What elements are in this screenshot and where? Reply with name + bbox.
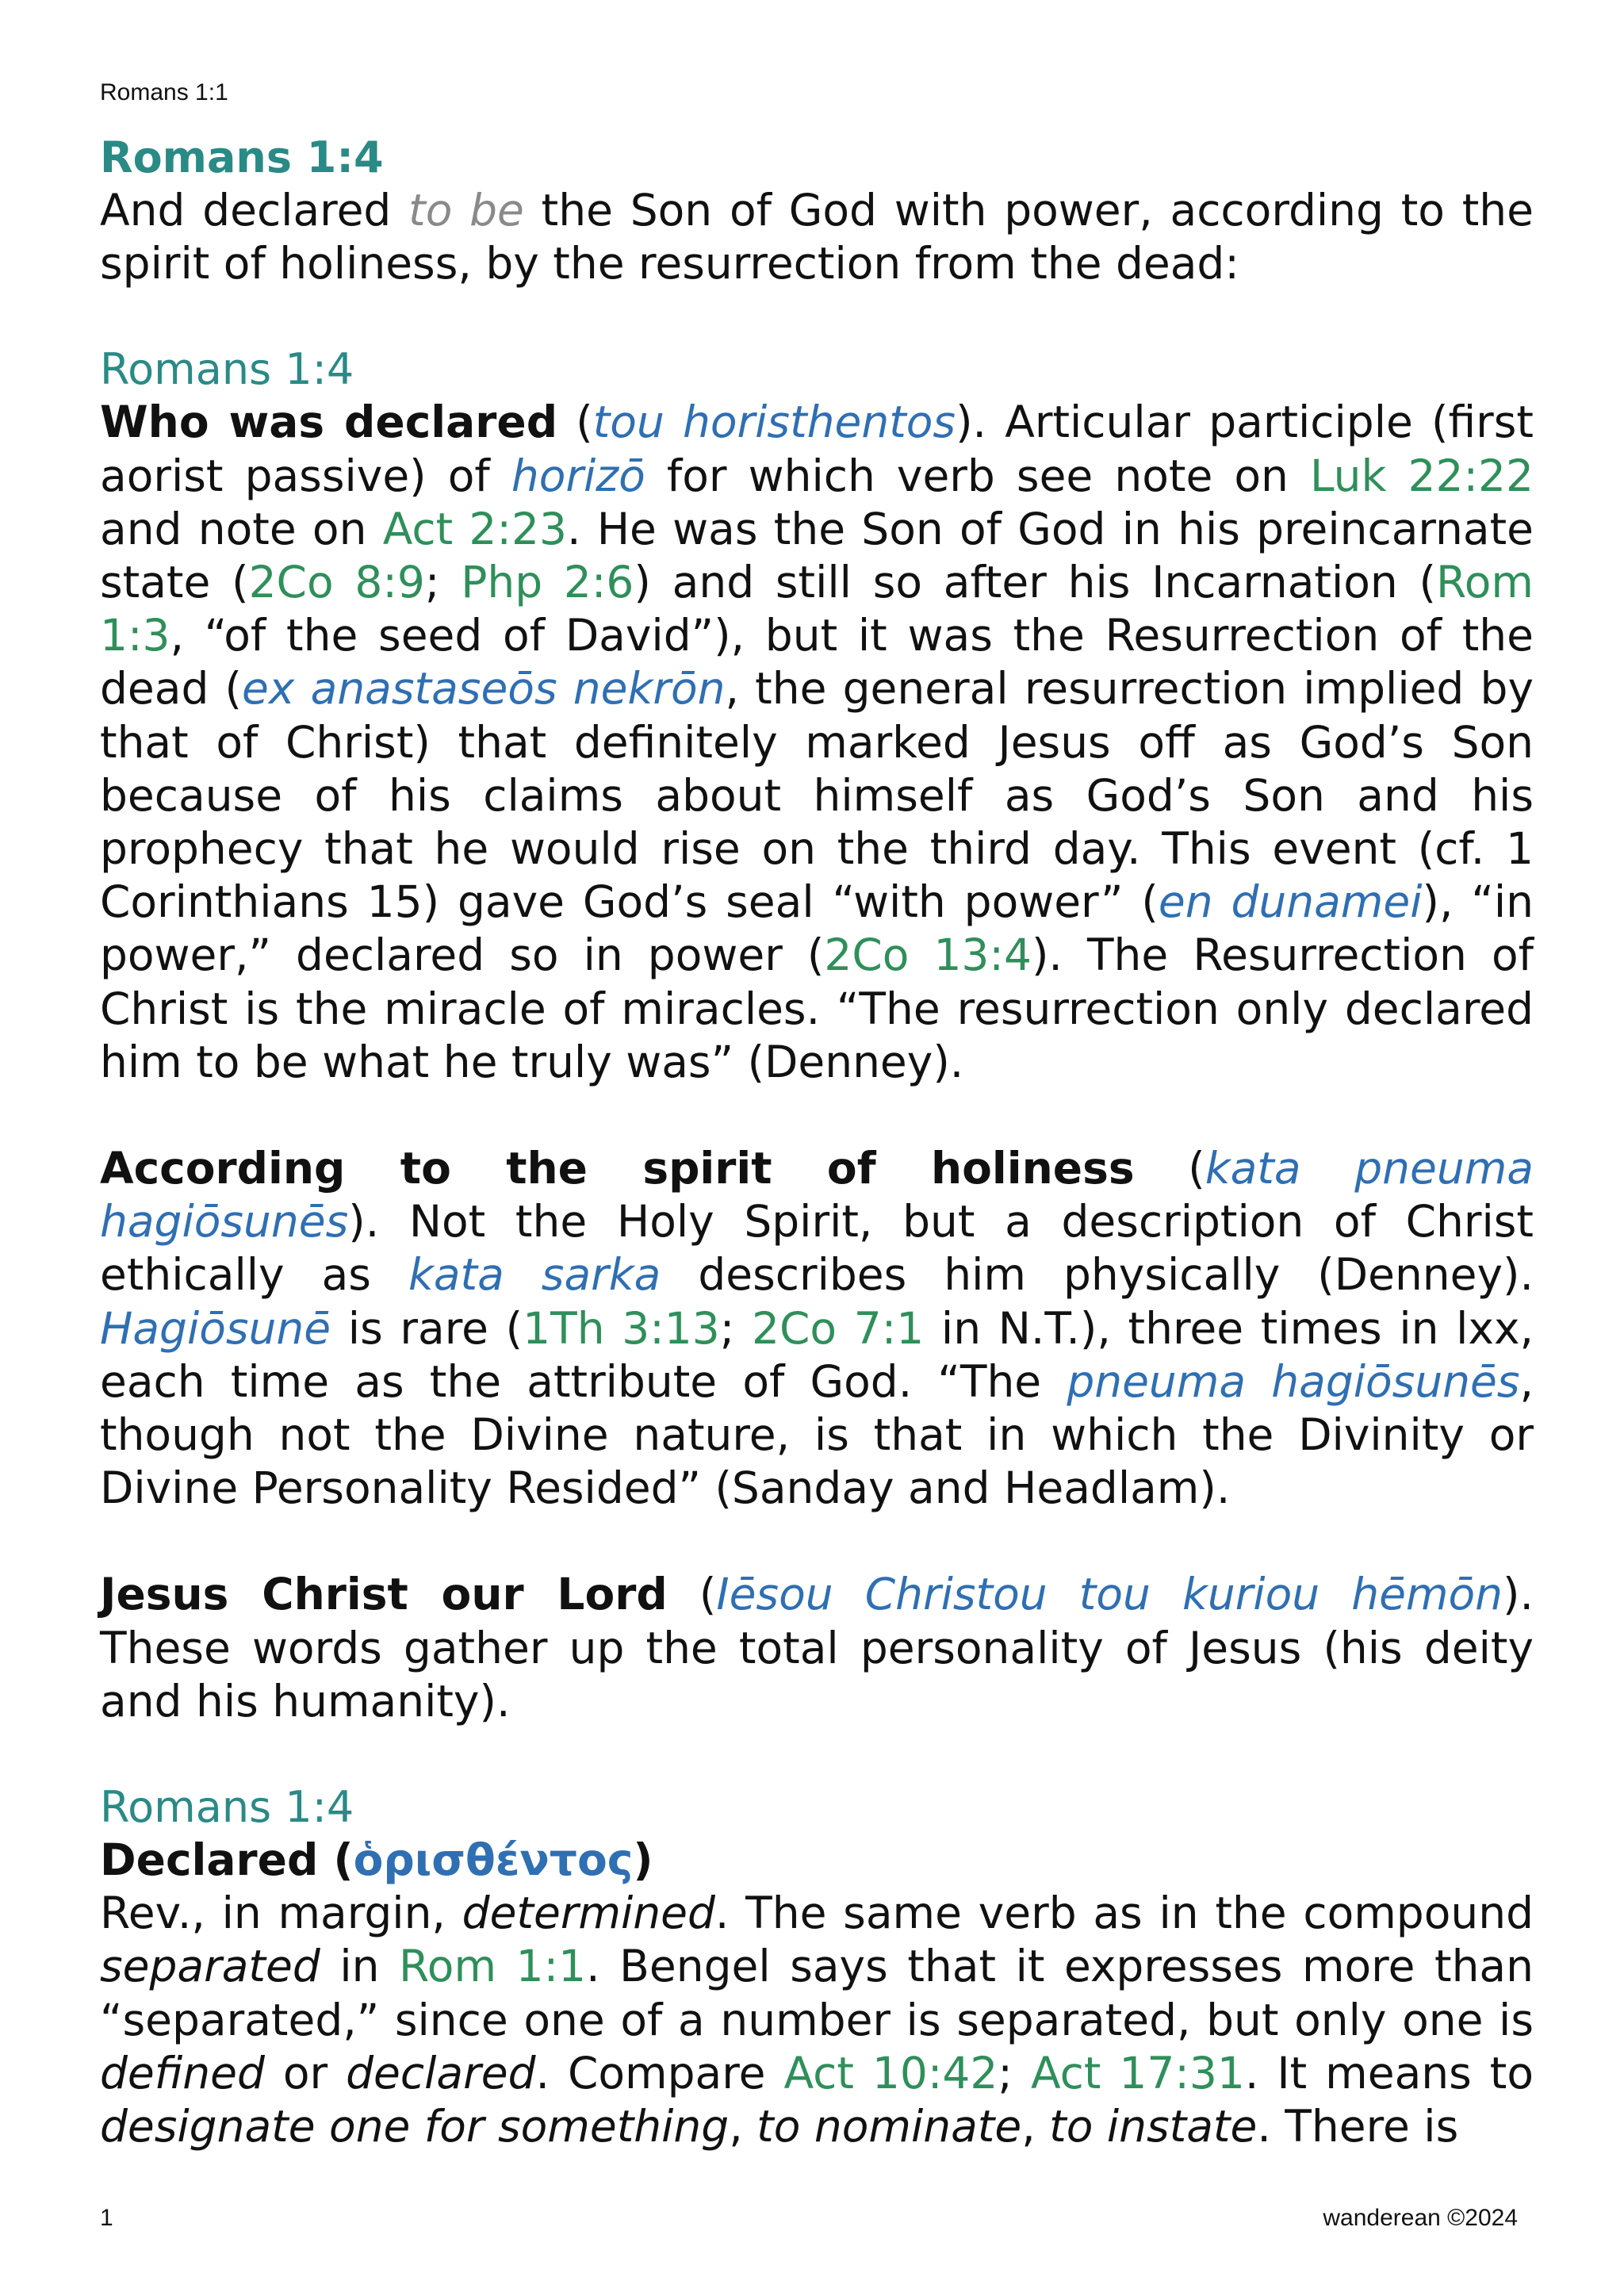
- scripture-link[interactable]: Act 17:31: [1030, 2047, 1245, 2099]
- copyright-notice: wanderean ©2024: [1323, 2205, 1518, 2231]
- greek-translit: kata pneuma hagiōsunēs: [100, 1143, 1534, 1248]
- scripture-link[interactable]: Act 10:42: [783, 2047, 998, 2099]
- scripture-link[interactable]: Luk 22:22: [1310, 450, 1534, 501]
- greek-translit: ex anastaseōs nekrōn: [242, 663, 726, 715]
- keyword: Jesus Christ our Lord: [100, 1569, 668, 1620]
- greek-translit: kata sarka: [408, 1249, 661, 1301]
- commentary-paragraph-3: Jesus Christ our Lord (Iēsou Christou tou kuriou hēmōn). These words gather up the total personality of Jesus (his deity and his humanity).: [100, 1569, 1534, 1727]
- scripture-link[interactable]: 1Th 3:13: [523, 1302, 720, 1354]
- robertson-source-heading: Romans 1:4: [100, 344, 354, 395]
- scripture-link[interactable]: Rom 1:1: [399, 1941, 587, 1992]
- greek-word: ὁρισθέντος: [353, 1834, 634, 1886]
- greek-translit: horizō: [511, 450, 645, 501]
- supplied-words: to be: [408, 185, 524, 236]
- commentary-paragraph-2: According to the spirit of holiness (kata pneuma hagiōsunēs). Not the Holy Spirit, but a description of Christ ethically as kata sarka describes him physically (Denney). Hagiōsunē is rare (1Th 3:13; 2Co 7:1 in N.T.), three times in lxx, each time as the attribute of God. “The pneuma hagiōsunēs, though not the Divine nature, is that in which the Divinity or Divine Personality Resided” (Sanday and Headlam).: [100, 1143, 1534, 1514]
- scripture-link[interactable]: 2Co 13:4: [824, 930, 1032, 981]
- scripture-link[interactable]: 2Co 8:9: [248, 557, 425, 608]
- greek-translit: pneuma hagiōsunēs: [1067, 1355, 1520, 1407]
- scripture-link[interactable]: Rom 1:3: [100, 557, 1534, 661]
- vincent-word-heading: Declared (ὁρισθέντος): [100, 1834, 653, 1886]
- greek-translit: en dunamei: [1158, 876, 1423, 928]
- page-number: 1: [100, 2205, 113, 2231]
- kjv-verse-text: And declared to be the Son of God with power, according to the spirit of holiness, by the resurrection from the dead:: [100, 185, 1534, 289]
- running-head: Romans 1:1: [100, 79, 228, 105]
- vincent-source-heading: Romans 1:4: [100, 1782, 354, 1833]
- scripture-link[interactable]: Php 2:6: [461, 557, 634, 608]
- vincent-paragraph: Rev., in margin, determined. The same verb as in the compound separated in Rom 1:1. Bengel says that it expresses more than “separated,” since one of a number is separated, but only one is defined or declared. Compare Act 10:42; Act 17:31. It means to designate one for something, to nominate, to instate. There is: [100, 1888, 1534, 2152]
- greek-translit: Hagiōsunē: [100, 1302, 331, 1354]
- page-content: [100, 132, 1534, 2153]
- greek-translit: tou horisthentos: [592, 397, 956, 448]
- commentary-paragraph-1: Who was declared (tou horisthentos). Articular participle (first aorist passive) of horizō for which verb see note on Luk 22:22 and note on Act 2:23. He was the Son of God in his preincarnate state (2Co 8:9; Php 2:6) and still so after his Incarnation (Rom 1:3, “of the seed of David”), but it was the Resurrection of the dead (ex anastaseōs nekrōn, the general resurrection implied by that of Christ) that definitely marked Jesus off as God’s Son because of his claims about himself as God’s Son and his prophecy that he would rise on the third day. This event (cf. 1 Corinthians 15) gave God’s seal “with power” (en dunamei), “in power,” declared so in power (2Co 13:4). The Resurrection of Christ is the miracle of miracles. “The resurrection only declared him to be what he truly was” (Denney).: [100, 397, 1534, 1087]
- verse-title: Romans 1:4: [100, 132, 384, 182]
- scripture-link[interactable]: 2Co 7:1: [751, 1302, 925, 1354]
- greek-translit: Iēsou Christou tou kuriou hēmōn: [716, 1569, 1503, 1620]
- keyword: According to the spirit of holiness: [100, 1143, 1135, 1194]
- keyword: Who was declared: [100, 397, 558, 448]
- scripture-link[interactable]: Act 2:23: [382, 503, 567, 554]
